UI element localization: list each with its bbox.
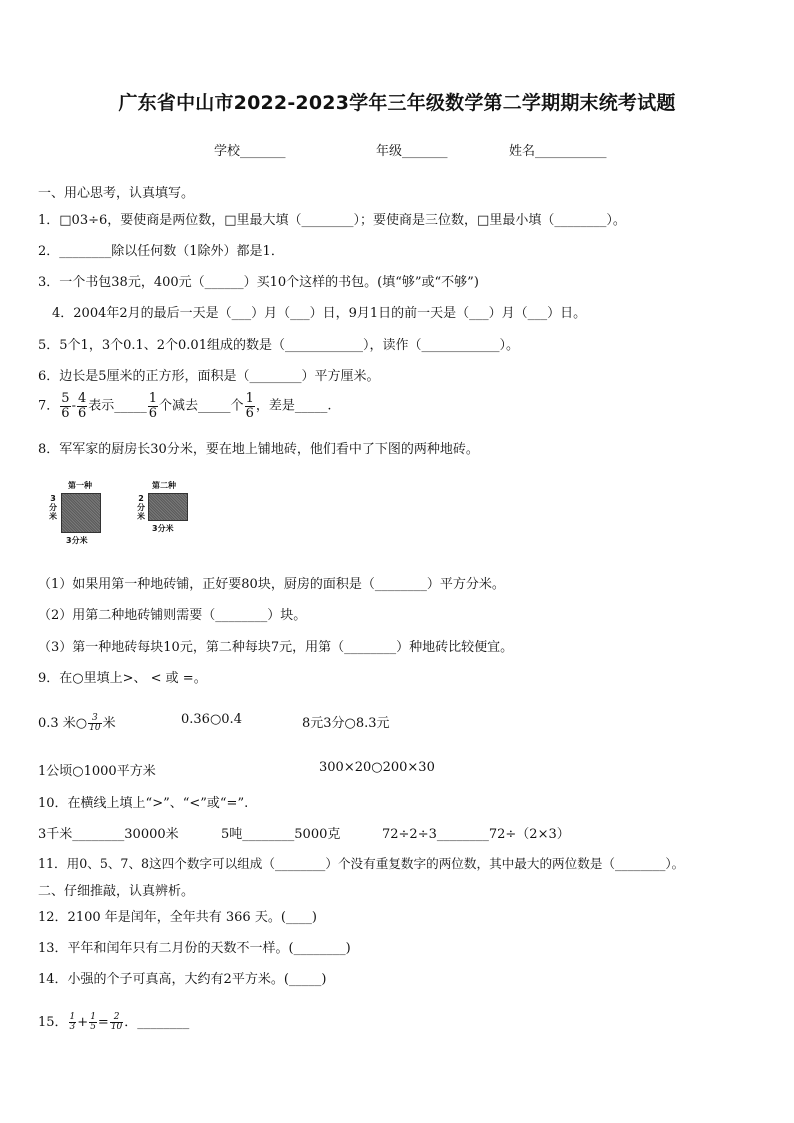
q7-f2-numerator: 4: [77, 391, 87, 406]
tile-1-side-label: 3分米: [49, 494, 57, 521]
question-8-2: （2）用第二种地砖铺则需要（________）块。: [38, 608, 307, 623]
q7-text-1: 表示_____: [88, 398, 147, 414]
question-8: 8．军军家的厨房长30分米，要在地上铺地砖，他们看中了下图的两种地砖。: [38, 442, 479, 457]
q7-f4-denominator: 6: [245, 405, 254, 421]
question-13: 13．平年和闰年只有二月份的天数不一样。(________): [38, 941, 351, 956]
q7-text-3: ，差是_____.: [255, 398, 332, 414]
question-1: 1．□03÷6，要使商是两位数，□里最大填（________）；要使商是三位数，□里最小填（________）。: [38, 213, 626, 228]
q9-a-denominator: 10: [89, 723, 101, 733]
q7-minus: -: [71, 398, 76, 414]
q7-f3-denominator: 6: [148, 405, 158, 421]
question-9-c: 8元3分○8.3元: [302, 716, 390, 731]
tile-1-square: [61, 493, 101, 533]
question-7: [38, 392, 331, 420]
tile-2-bottom-label: 3分米: [152, 524, 174, 533]
q15-f1-numerator: 1: [69, 1011, 76, 1022]
question-9-e: 300×20○200×30: [319, 760, 435, 775]
q7-number: 7．: [38, 398, 60, 414]
q7-text-2: 个减去_____个: [159, 398, 244, 414]
tile-2-side-label: 2分米: [137, 494, 145, 521]
q7-fraction-4: [245, 392, 255, 420]
question-6: 6．边长是5厘米的正方形，面积是（________）平方厘米。: [38, 369, 380, 384]
q9-a-numerator: 3: [88, 714, 101, 724]
question-9-d: 1公顷○1000平方米: [38, 764, 156, 779]
q7-f4-numerator: 1: [245, 391, 254, 406]
q7-fraction-3: [148, 392, 158, 420]
q15-fraction-2: [89, 1013, 97, 1033]
q7-fraction-2: [77, 392, 87, 420]
q7-fraction-1: [60, 392, 70, 420]
page-title: 广东省中山市2022-2023学年三年级数学第二学期期末统考试题: [118, 92, 676, 114]
tile-1-bottom-label: 3分米: [66, 536, 88, 545]
question-10-b: 5吨________5000克: [221, 827, 341, 842]
q9-a-fraction: [88, 714, 101, 734]
section-heading-2: 二、仔细推敲，认真辨析。: [38, 884, 195, 899]
q7-f1-numerator: 5: [61, 391, 70, 406]
q15-fraction-3: [110, 1013, 123, 1033]
question-4: 4．2004年2月的最后一天是（___）月（___）日，9月1日的前一天是（___）月（___）日。: [52, 306, 587, 321]
q15-f2-denominator: 5: [90, 1022, 96, 1032]
q15-f3-denominator: 10: [110, 1022, 123, 1032]
question-10-c: 72÷2÷3________72÷（2×3）: [382, 827, 570, 842]
q15-fraction-1: [69, 1013, 77, 1033]
tile-2-title: 第二种: [152, 481, 176, 490]
q15-f2-numerator: 1: [90, 1011, 96, 1022]
question-10: 10．在横线上填上“>”、“<”或“=”.: [38, 796, 249, 811]
q15-f3-numerator: 2: [110, 1013, 123, 1023]
question-10-a: 3千米________30000米: [38, 827, 179, 842]
tile-2-rectangle: [148, 493, 188, 521]
question-15: [38, 1011, 189, 1032]
question-12: 12．2100 年是闰年，全年共有 366 天。(____): [38, 910, 317, 925]
question-9-a: [38, 712, 116, 733]
q7-f3-numerator: 1: [148, 391, 158, 406]
q9-a-text-2: 米: [102, 716, 116, 731]
q15-equals: =: [97, 1015, 109, 1030]
question-9: 9．在○里填上>、 < 或 =。: [38, 671, 207, 686]
question-11: 11．用0、5、7、8这四个数字可以组成（________）个没有重复数字的两位数，其中最大的两位数是（________）。: [38, 856, 685, 871]
tile-1-title: 第一种: [68, 481, 92, 490]
section-heading-1: 一、用心思考，认真填写。: [38, 186, 195, 201]
q15-plus: +: [77, 1015, 89, 1030]
q15-tail: ．________: [124, 1015, 190, 1030]
q7-f1-denominator: 6: [61, 405, 70, 421]
q15-f1-denominator: 3: [69, 1022, 76, 1032]
question-3: 3．一个书包38元，400元（______）买10个这样的书包。(填“够”或“不够”): [38, 275, 479, 290]
grade-field: 年级_______: [376, 144, 448, 159]
question-14: 14．小强的个子可真高，大约有2平方米。(_____): [38, 972, 327, 987]
q7-f2-denominator: 6: [77, 405, 87, 421]
question-8-1: （1）如果用第一种地砖铺，正好要80块，厨房的面积是（________）平方分米。: [38, 577, 505, 592]
question-5: 5．5个1，3个0.1、2个0.01组成的数是（____________），读作（____________）。: [38, 338, 519, 353]
question-8-3: （3）第一种地砖每块10元，第二种每块7元，用第（________）种地砖比较便宜。: [38, 640, 514, 655]
q15-number: 15．: [38, 1015, 68, 1030]
question-9-b: 0.36○0.4: [181, 712, 242, 727]
school-field: 学校_______: [214, 144, 286, 159]
name-field: 姓名___________: [509, 144, 607, 159]
question-2: 2．________除以任何数（1除外）都是1．: [38, 244, 284, 259]
q9-a-text-1: 0.3 米○: [38, 716, 88, 731]
